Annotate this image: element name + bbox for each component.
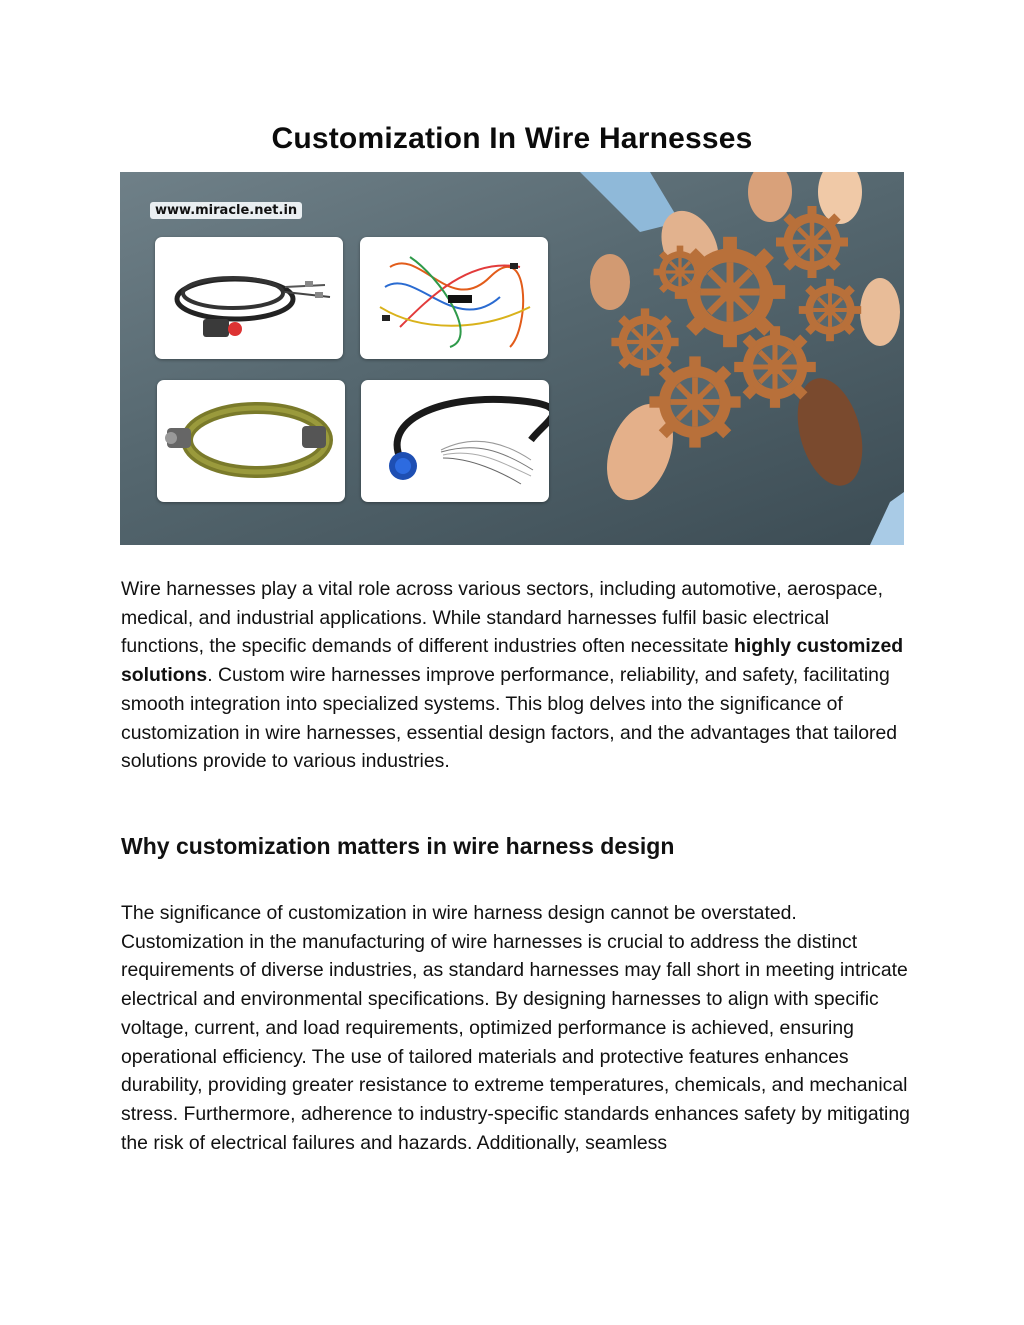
section-paragraph: The significance of customization in wire harness design cannot be overstated. Customization in the manufacturing of wire harnesses is crucial to address the distinct requirements of diverse industries, as standard harnesses may fall short in meeting intricate electrical and environmental specifications. By designing harnesses to align with specific voltage, current, and load requirements, optimized performance is achieved, ensuring operational efficiency. The use of tailored materials and protective features enhances durability, providing greater resistance to extreme temperatures, chemicals, and mechanical stress. Furthermore, adherence to industry-specific standards enhances safety by mitigating the risk of electrical failures and hazards. Additionally, seamless [121,902,910,1154]
harness-photo-blue-connector [361,380,549,502]
gears-illustration [530,172,904,545]
page-title: Customization In Wire Harnesses [271,122,753,155]
intro-paragraph: Wire harnesses play a vital role across various sectors, including automotive, aerospace, medical, and industrial applications. While standard harnesses fulfil basic electrical functions, the specific demands of different industries often necessitate highly customized solutions. Custom wire harnesses improve performance, reliability, and safety, facilitating smooth integration into specialized systems. This blog delves into the significance of customization in wire harnesses, essential design factors, and the advantages that tailored solutions provide to various industries. [121,578,904,773]
harness-photo-colored-wires [360,237,548,359]
harness-photo-black-coil [155,237,343,359]
intro-bold-phrase: highly customized solutions [121,635,904,687]
hero-watermark: www.miracle.net.in [150,202,302,219]
hero-image [120,172,904,545]
section-heading: Why customization matters in wire harness design [121,833,675,859]
harness-photo-olive-sleeve [157,380,345,502]
